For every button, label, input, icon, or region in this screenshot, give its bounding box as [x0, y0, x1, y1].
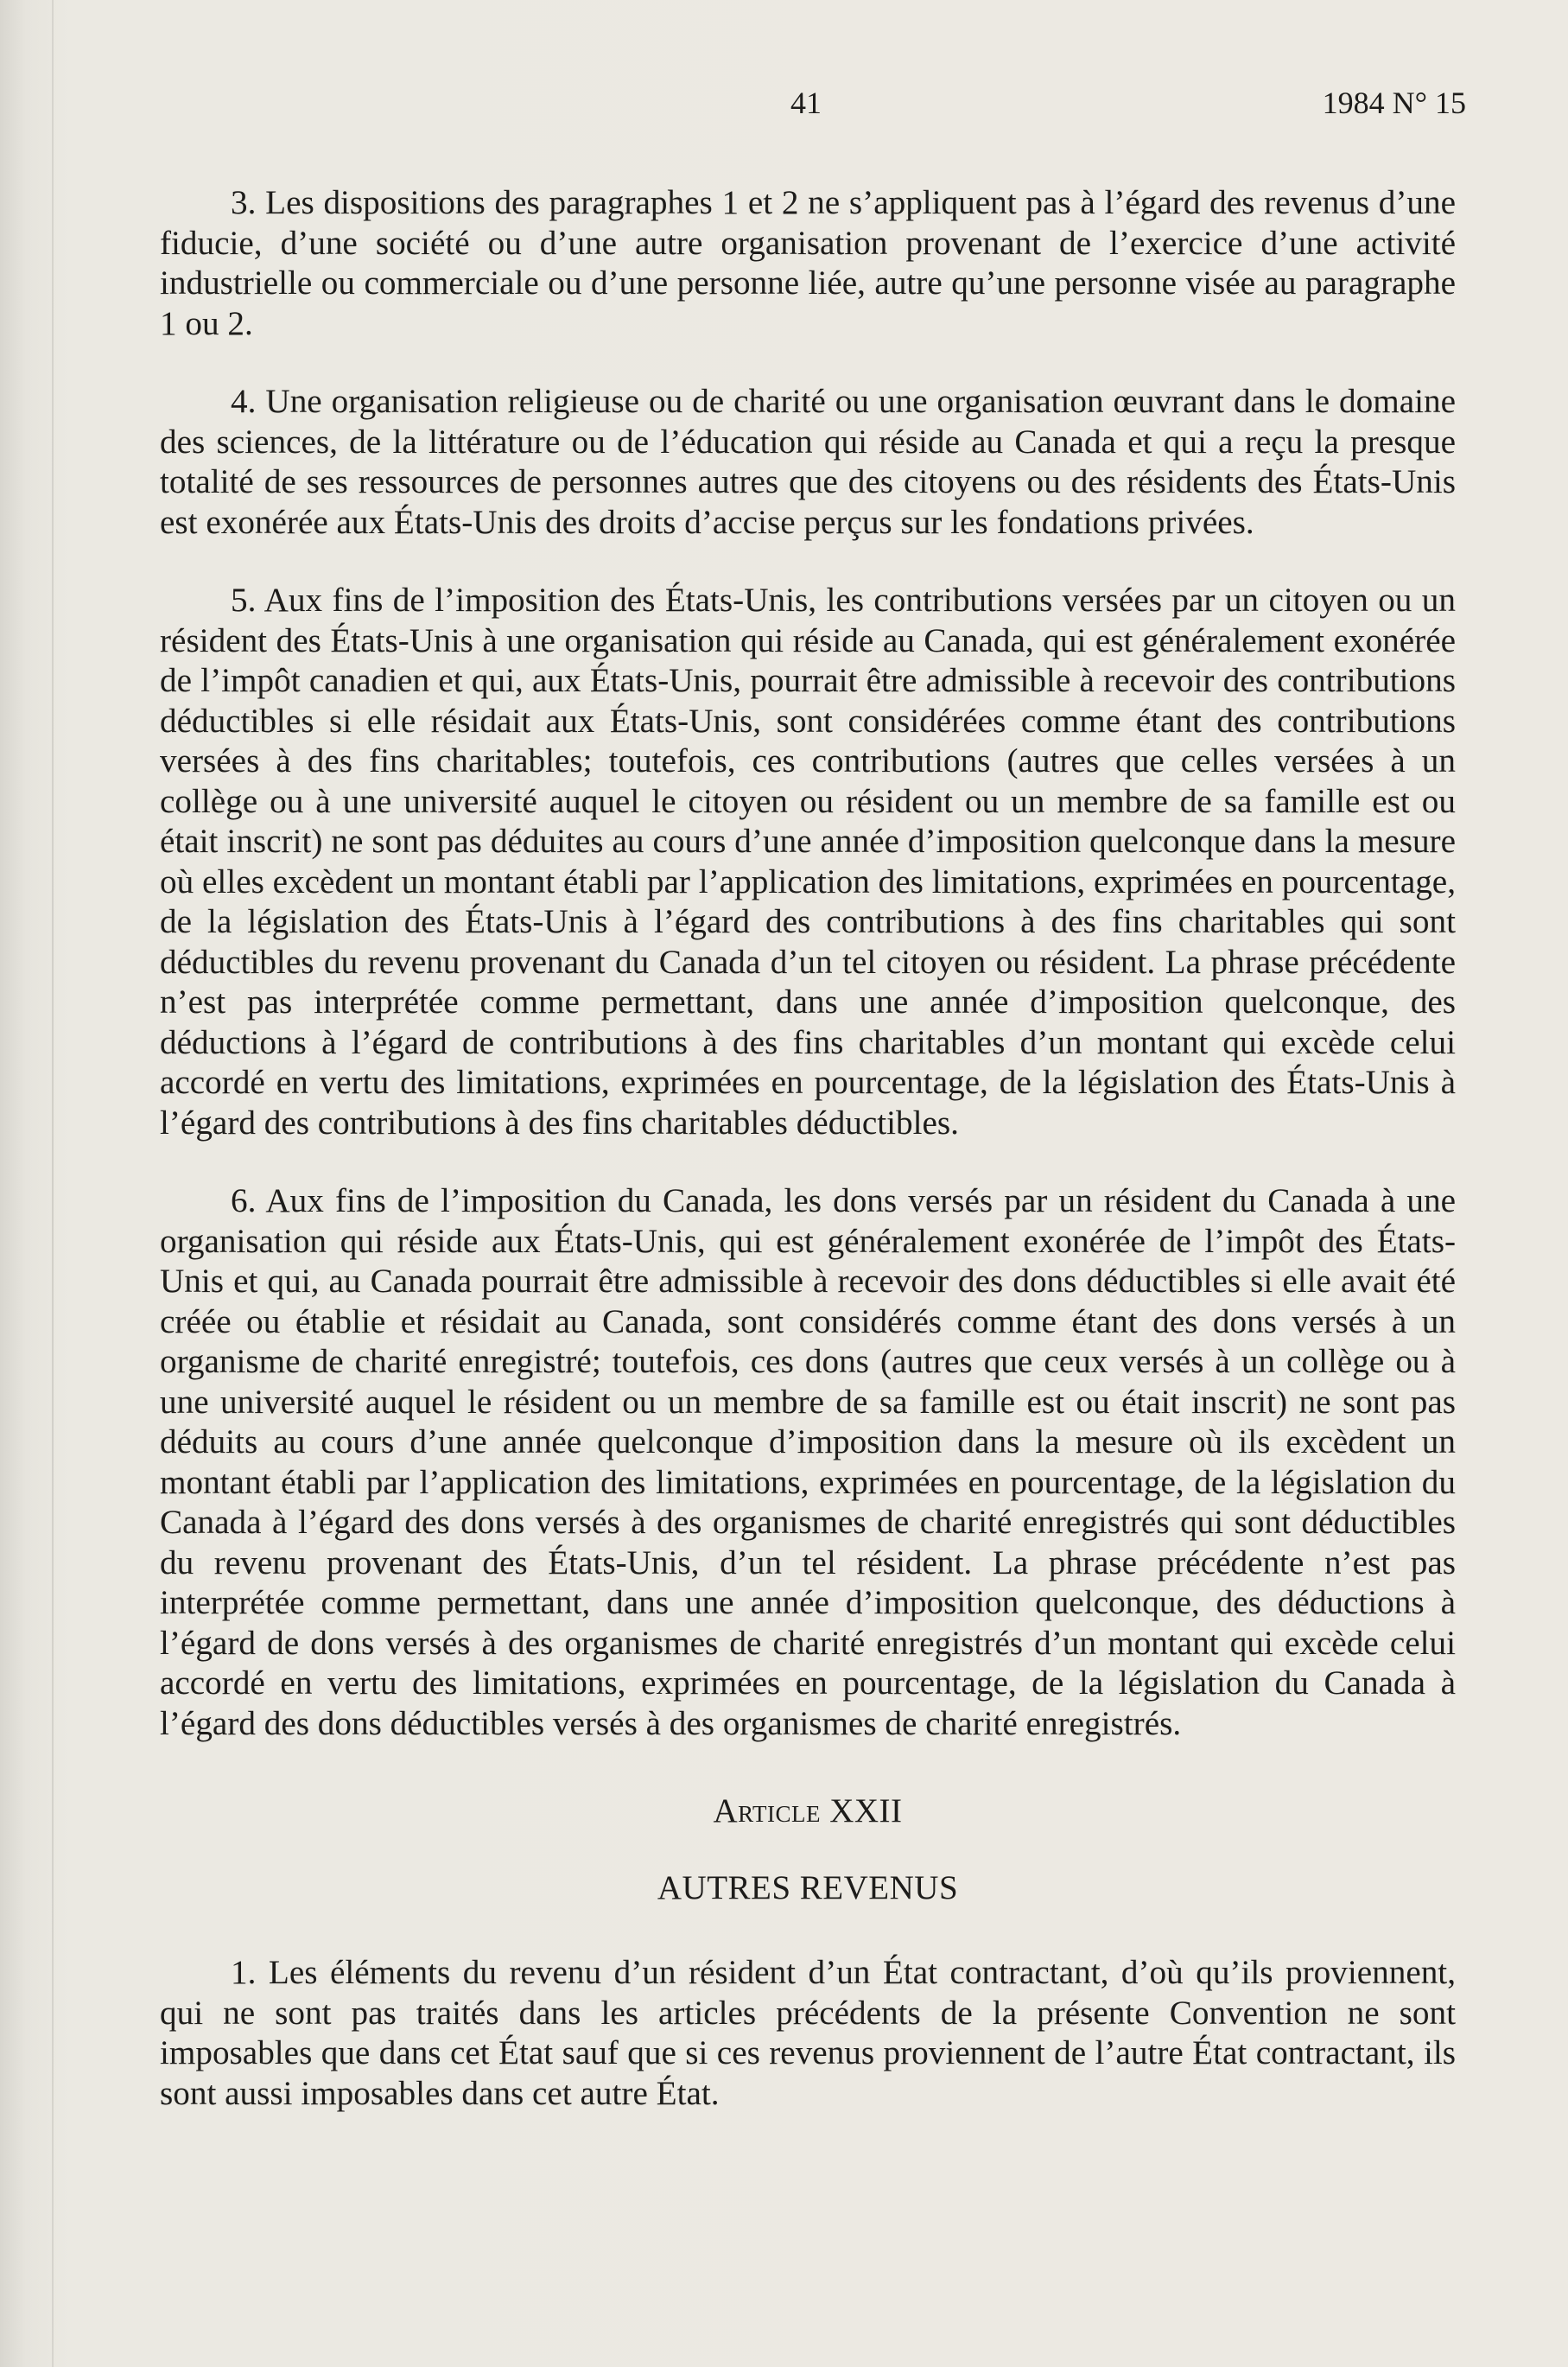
binding-gutter [52, 0, 54, 2367]
article-title: AUTRES REVENUS [657, 1868, 959, 1906]
publication-reference: 1984 N° 15 [1322, 86, 1466, 120]
document-body [160, 183, 1456, 2114]
article-heading: Article XXII [713, 1792, 903, 1829]
page-header [0, 85, 1568, 128]
paragraph-6: 6. Aux fins de l’imposition du Canada, les dons versés par un résident du Canada à une organisation qui réside aux États-Unis, qui est généralement exonérée de l’impôt des États-Unis et qui, au Canada pourrait être admissible à recevoir des dons déductibles si elle avait été créée ou établie et résidait au Canada, sont considérés comme étant des dons versés à un organisme de charité enregistré; toutefois, ces dons (autres que ceux versés à un collège ou à une université auquel le résident ou un membre de sa famille est ou était inscrit) ne sont pas déduits au cours d’une année quelconque d’imposition dans la mesure où ils excèdent un montant établi par l’application des limitations, exprimées en pourcentage, de la législation du Canada à l’égard des dons versés à des organismes de charité enregistrés qui sont déductibles du revenu provenant des États-Unis, d’un tel résident. La phrase précédente n’est pas interprétée comme permettant, dans une année d’imposition quelconque, des déductions à l’égard de dons versés à des organismes de charité enregistrés d’un montant qui excède celui accordé en vertu des limitations, exprimées en pourcentage, de la législation du Canada à l’égard des dons déductibles versés à des organismes de charité enregistrés. [160, 1182, 1456, 1742]
article-paragraph-1: 1. Les éléments du revenu d’un résident d’un État contractant, d’où qu’ils proviennent, qui ne sont pas traités dans les articles précédents de la présente Convention ne sont imposables que dans cet État sauf que si ces revenus proviennent de l’autre État contractant, ils sont aussi imposables dans cet autre État. [160, 1954, 1456, 2112]
paragraph-3: 3. Les dispositions des paragraphes 1 et 2 ne s’appliquent pas à l’égard des revenus d’une fiducie, d’une société ou d’une autre organisation provenant de l’exercice d’une activité industrielle ou commerciale ou d’une personne liée, autre qu’une personne visée au paragraphe 1 ou 2. [160, 184, 1456, 342]
paragraph-4: 4. Une organisation religieuse ou de charité ou une organisation œuvrant dans le domaine des sciences, de la littérature ou de l’éducation qui réside au Canada et qui a reçu la presque totalité de ses ressources de personnes autres que des citoyens ou des résidents des États-Unis est exonérée aux États-Unis des droits d’accise perçus sur les fondations privées. [160, 383, 1456, 541]
paragraph-5: 5. Aux fins de l’imposition des États-Unis, les contributions versées par un citoyen ou un résident des États-Unis à une organisation qui réside au Canada, qui est généralement exonérée de l’impôt canadien et qui, aux États-Unis, pourrait être admissible à recevoir des contributions déductibles si elle résidait aux États-Unis, sont considérées comme étant des contributions versées à des fins charitables; toutefois, ces contributions (autres que celles versées à un collège ou à une université auquel le citoyen ou résident ou un membre de sa famille est ou était inscrit) ne sont pas déduites au cours d’une année d’imposition quelconque dans la mesure où elles excèdent un montant établi par l’application des limitations, exprimées en pourcentage, de la législation des États-Unis à l’égard des contributions à des fins charitables qui sont déductibles du revenu provenant du Canada d’un tel citoyen ou résident. La phrase précédente n’est pas interprétée comme permettant, dans une année d’imposition quelconque, des déductions à l’égard de contributions à des fins charitables d’un montant qui excède celui accordé en vertu des limitations, exprimées en pourcentage, de la législation des États-Unis à l’égard des contributions à des fins charitables déductibles. [160, 582, 1456, 1142]
page-number: 41 [790, 86, 822, 120]
